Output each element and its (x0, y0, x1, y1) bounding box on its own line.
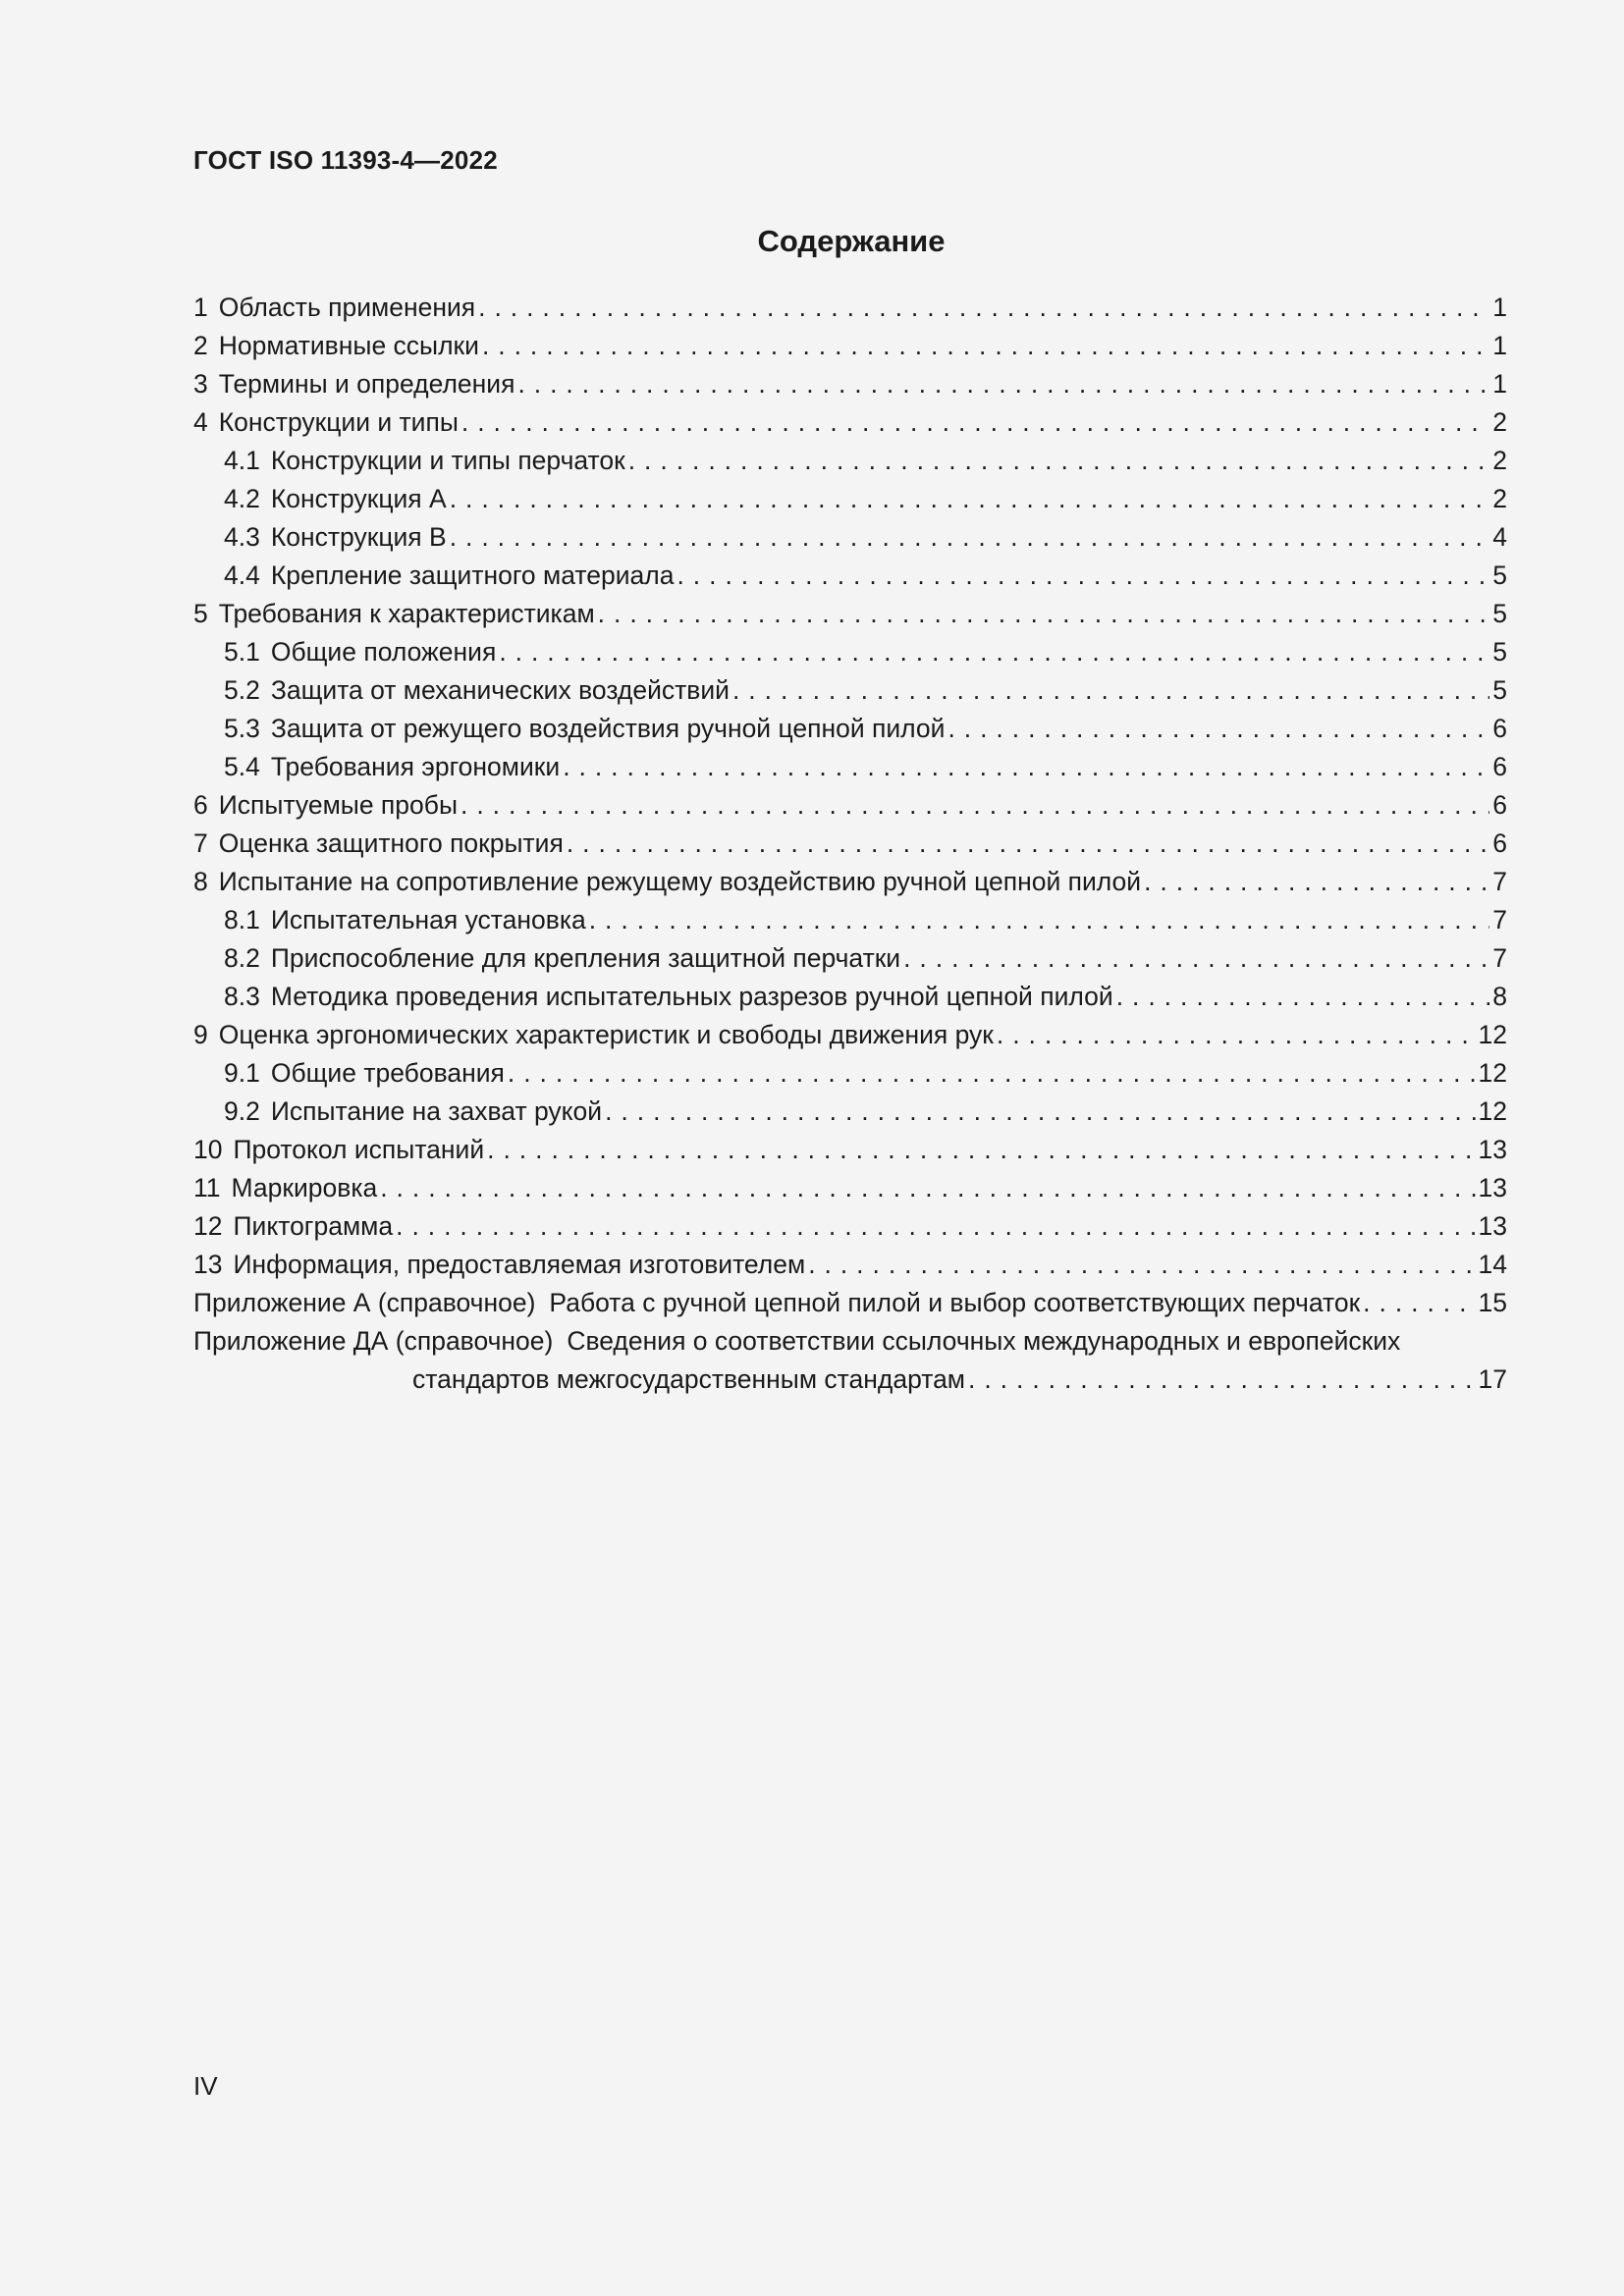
toc-entry[interactable] (193, 403, 1507, 442)
toc-entry-page: 5 (1492, 561, 1507, 590)
toc-entry-page: 6 (1492, 714, 1507, 743)
toc-entry-title: Испытательная установка (270, 905, 586, 934)
leader-dots (450, 518, 1490, 557)
toc-entry-page: 13 (1478, 1135, 1507, 1164)
toc-entry-number: 5 (193, 599, 208, 628)
toc-entry-number: 5.2 (224, 675, 260, 705)
toc-entry-number: 5.1 (224, 637, 260, 667)
leader-dots (567, 825, 1489, 863)
toc-entry[interactable] (193, 518, 1507, 557)
leader-dots (808, 1246, 1475, 1284)
leader-dots (460, 786, 1489, 825)
toc-entry-page: 1 (1492, 369, 1507, 399)
toc-entry-page: 6 (1492, 752, 1507, 781)
toc-entry-page: 6 (1492, 790, 1507, 820)
toc-entry-page: 5 (1492, 599, 1507, 628)
toc-entry-title: Требования к характеристикам (218, 599, 595, 628)
toc-entry-number: 8.2 (224, 943, 260, 973)
toc-entry-page: 8 (1492, 982, 1507, 1011)
table-of-contents (193, 289, 1507, 1399)
toc-entry[interactable] (193, 1131, 1507, 1169)
toc-entry-number: 6 (193, 790, 208, 820)
toc-entry-title: Конструкция А (270, 484, 447, 513)
toc-entry[interactable] (193, 1054, 1507, 1093)
leader-dots (628, 442, 1490, 480)
leader-dots (478, 289, 1489, 327)
toc-entry-page: 2 (1492, 446, 1507, 475)
toc-entry-number: 4.2 (224, 484, 260, 513)
toc-entry-appendix-da-continuation[interactable] (193, 1361, 1507, 1399)
toc-entry[interactable] (193, 1093, 1507, 1131)
toc-entry-title: Оценка защитного покрытия (218, 828, 564, 858)
toc-entry-title: Общие положения (270, 637, 497, 667)
toc-entry[interactable] (193, 671, 1507, 710)
leader-dots (380, 1169, 1475, 1207)
toc-entry-number: 7 (193, 828, 208, 858)
toc-title: Содержание (757, 224, 946, 258)
toc-entry-title: Маркировка (231, 1173, 378, 1202)
leader-dots (598, 595, 1490, 633)
toc-entry-number: 11 (193, 1173, 221, 1202)
toc-entry-page: 12 (1478, 1020, 1507, 1049)
leader-dots (1116, 978, 1490, 1016)
toc-entry[interactable] (193, 289, 1507, 327)
leader-dots (605, 1093, 1475, 1131)
toc-entry-number: 4.1 (224, 446, 260, 475)
toc-entry-title: Конструкции и типы (218, 407, 459, 437)
leader-dots (482, 327, 1489, 365)
toc-entry[interactable] (193, 480, 1507, 518)
toc-entry-number: 5.3 (224, 714, 260, 743)
toc-entry-number: 4 (193, 407, 208, 437)
toc-entry-title: Конструкция В (270, 522, 447, 552)
toc-entry-title: Испытание на сопротивление режущему воздействию ручной цепной пилой (218, 867, 1142, 896)
toc-entry[interactable] (193, 1016, 1507, 1054)
leader-dots (563, 748, 1489, 786)
toc-entry-number: 3 (193, 369, 208, 399)
toc-entry[interactable] (193, 1207, 1507, 1246)
toc-entry-number: 9 (193, 1020, 208, 1049)
leader-dots (508, 1054, 1476, 1093)
toc-entry[interactable] (193, 710, 1507, 748)
toc-entry-title: Защита от режущего воздействия ручной цепной пилой (270, 714, 946, 743)
toc-entry-page: 6 (1492, 828, 1507, 858)
leader-dots (396, 1207, 1475, 1246)
toc-entry-title: Область применения (218, 293, 476, 322)
toc-entry-title: Испытание на захват рукой (270, 1096, 603, 1126)
toc-entry-page: 1 (1492, 331, 1507, 360)
toc-entry-title: Нормативные ссылки (218, 331, 479, 360)
toc-entry[interactable] (193, 365, 1507, 403)
toc-entry[interactable] (193, 939, 1507, 978)
appendix-da-page: 17 (1478, 1364, 1507, 1394)
toc-entry-title: Крепление защитного материала (270, 561, 675, 590)
toc-entry-page: 12 (1478, 1096, 1507, 1126)
leader-dots (677, 557, 1489, 595)
toc-entry[interactable] (193, 1169, 1507, 1207)
toc-entry-number: 9.1 (224, 1058, 260, 1088)
leader-dots (968, 1361, 1475, 1399)
toc-entry-page: 2 (1492, 484, 1507, 513)
leader-dots (517, 365, 1489, 403)
appendix-da-text-line1: Сведения о соответствии ссылочных международных и европейских (567, 1326, 1401, 1356)
leader-dots (589, 901, 1490, 939)
toc-entry-title: Пиктограмма (233, 1211, 394, 1241)
toc-entry[interactable] (193, 442, 1507, 480)
toc-entry-number: 12 (193, 1211, 223, 1241)
leader-dots (499, 633, 1489, 671)
toc-entry[interactable] (193, 825, 1507, 863)
toc-entry-page: 4 (1492, 522, 1507, 552)
toc-entry-page: 13 (1478, 1211, 1507, 1241)
toc-entry-title: Требования эргономики (270, 752, 561, 781)
leader-dots (1363, 1284, 1475, 1322)
toc-entry[interactable] (193, 595, 1507, 633)
toc-entry-number: 8.3 (224, 982, 260, 1011)
toc-entry-number: 4.3 (224, 522, 260, 552)
appendix-da-label: Приложение ДА (справочное) (193, 1326, 554, 1356)
leader-dots (732, 671, 1489, 710)
toc-entry-title: Приспособление для крепления защитной перчатки (270, 943, 901, 973)
leader-dots (947, 710, 1489, 748)
toc-entry-page: 2 (1492, 407, 1507, 437)
toc-entry[interactable] (193, 748, 1507, 786)
toc-entry-title: Испытуемые пробы (218, 790, 458, 820)
toc-entry-number: 8 (193, 867, 208, 896)
toc-entry-title: Защита от механических воздействий (270, 675, 730, 705)
toc-entry-number: 2 (193, 331, 208, 360)
toc-entry-appendix-da[interactable] (193, 1322, 1507, 1361)
toc-entry-page: 7 (1492, 867, 1507, 896)
toc-entry-appendix-a[interactable] (193, 1284, 1507, 1322)
leader-dots (450, 480, 1490, 518)
toc-entry-number: 8.1 (224, 905, 260, 934)
toc-entry-page: 13 (1478, 1173, 1507, 1202)
appendix-a-text: Работа с ручной цепной пилой и выбор соответствующих перчаток (549, 1288, 1361, 1317)
toc-entry[interactable] (193, 557, 1507, 595)
leader-dots (461, 403, 1489, 442)
toc-entry[interactable] (193, 327, 1507, 365)
toc-entries (193, 289, 1507, 1284)
toc-entry-title: Конструкции и типы перчаток (270, 446, 625, 475)
appendix-da-text-line2: стандартов межгосударственным стандартам (412, 1364, 966, 1394)
leader-dots (487, 1131, 1475, 1169)
toc-entry-page: 5 (1492, 637, 1507, 667)
page-number: IV (193, 2071, 218, 2101)
leader-dots (1144, 863, 1489, 901)
leader-dots (903, 939, 1489, 978)
document-code: ГОСТ ISO 11393-4—2022 (193, 145, 498, 175)
toc-entry[interactable] (193, 786, 1507, 825)
toc-entry[interactable] (193, 633, 1507, 671)
toc-entry-page: 14 (1478, 1250, 1507, 1279)
toc-entry[interactable] (193, 978, 1507, 1016)
toc-entry-number: 5.4 (224, 752, 260, 781)
toc-entry-number: 4.4 (224, 561, 260, 590)
toc-entry-page: 5 (1492, 675, 1507, 705)
toc-entry-title: Общие требования (270, 1058, 505, 1088)
toc-entry[interactable] (193, 863, 1507, 901)
toc-entry-title: Оценка эргономических характеристик и свободы движения рук (218, 1020, 994, 1049)
toc-entry-number: 10 (193, 1135, 223, 1164)
toc-entry-page: 1 (1492, 293, 1507, 322)
toc-entry[interactable] (193, 901, 1507, 939)
toc-entry-number: 1 (193, 293, 208, 322)
toc-entry-number: 9.2 (224, 1096, 260, 1126)
appendix-a-label: Приложение А (справочное) (193, 1288, 536, 1317)
toc-entry-title: Методика проведения испытательных разрезов ручной цепной пилой (270, 982, 1113, 1011)
toc-entry-title: Протокол испытаний (233, 1135, 485, 1164)
toc-entry-page: 7 (1492, 905, 1507, 934)
leader-dots (997, 1016, 1476, 1054)
toc-entry-page: 7 (1492, 943, 1507, 973)
toc-entry[interactable] (193, 1246, 1507, 1284)
toc-entry-title: Информация, предоставляемая изготовителем (233, 1250, 806, 1279)
appendix-a-page: 15 (1478, 1288, 1507, 1317)
toc-entry-number: 13 (193, 1250, 223, 1279)
toc-entry-page: 12 (1478, 1058, 1507, 1088)
toc-entry-title: Термины и определения (218, 369, 515, 399)
